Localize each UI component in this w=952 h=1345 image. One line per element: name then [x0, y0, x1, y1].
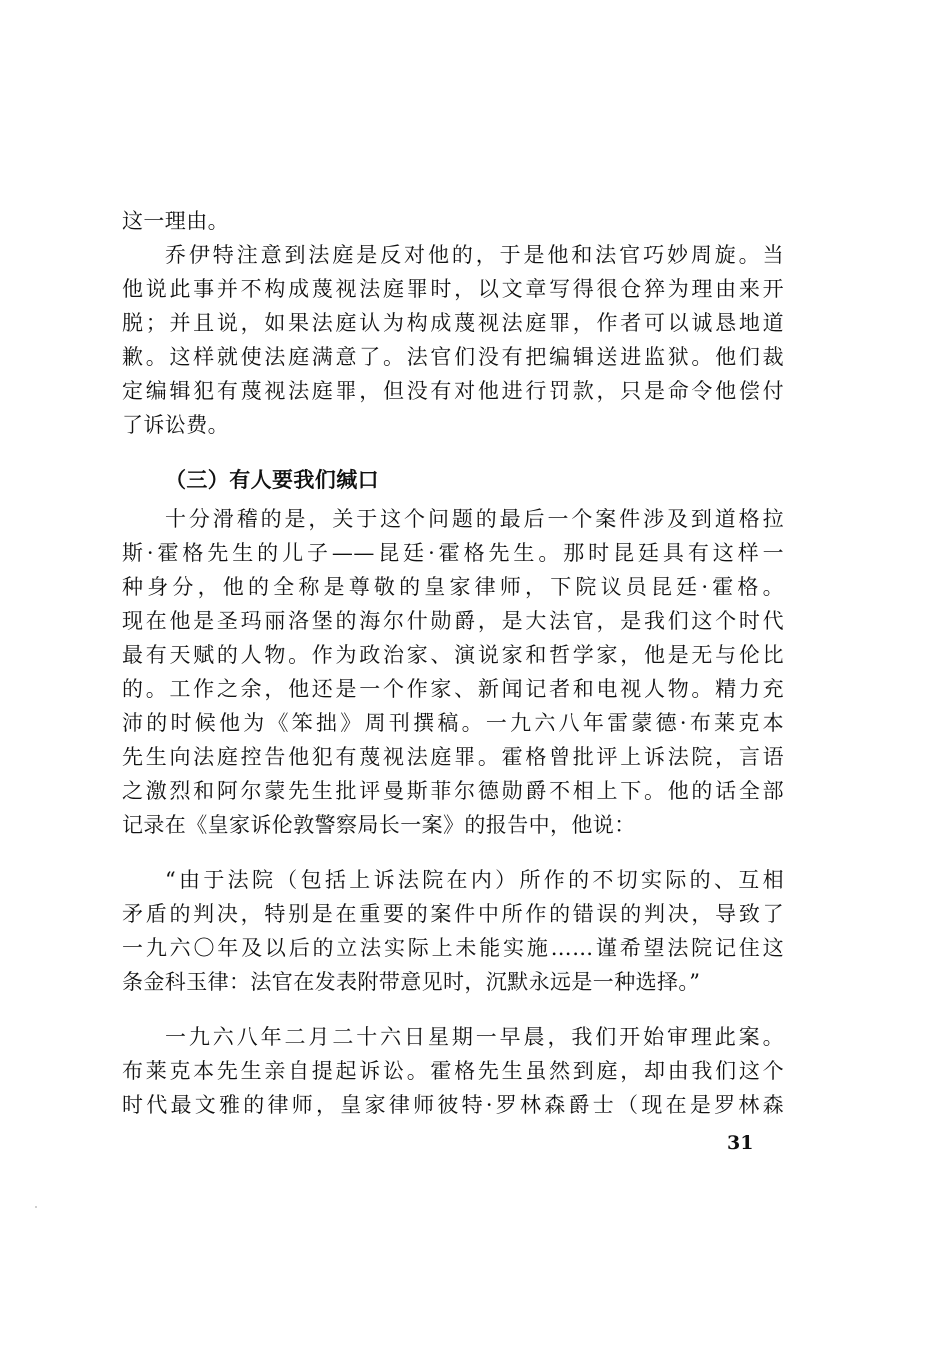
quote-line: 一九六〇年及以后的立法实际上未能实施……谨希望法院记住这 — [122, 936, 784, 960]
text-line: 布莱克本先生亲自提起诉讼。霍格先生虽然到庭，却由我们这个 — [122, 1059, 784, 1083]
quote-line: 条金科玉律：法官在发表附带意见时，沉默永远是一种选择。” — [122, 970, 701, 994]
text-line: 先生向法庭控告他犯有蔑视法庭罪。霍格曾批评上诉法院，言语 — [122, 745, 784, 769]
text-line: 了诉讼费。 — [122, 413, 229, 437]
scan-speck — [35, 1206, 37, 1208]
text-line: 歉。这样就使法庭满意了。法官们没有把编辑送进监狱。他们裁 — [122, 345, 784, 369]
text-line: 一九六八年二月二十六日星期一早晨，我们开始审理此案。 — [165, 1025, 784, 1049]
section-heading: （三）有人要我们缄口 — [165, 467, 379, 492]
text-line: 定编辑犯有蔑视法庭罪，但没有对他进行罚款，只是命令他偿付 — [122, 379, 784, 403]
text-line: 现在他是圣玛丽洛堡的海尔什勋爵，是大法官，是我们这个时代 — [122, 609, 784, 633]
text-line: 沛的时候他为《笨拙》周刊撰稿。一九六八年雷蒙德·布莱克本 — [122, 711, 784, 735]
text-line: 这一理由。 — [122, 209, 229, 233]
quote-line: 矛盾的判决，特别是在重要的案件中所作的错误的判决，导致了 — [122, 902, 784, 926]
text-line: 记录在《皇家诉伦敦警察局长一案》的报告中，他说： — [122, 813, 636, 837]
text-line: 十分滑稽的是，关于这个问题的最后一个案件涉及到道格拉 — [165, 507, 784, 531]
text-line: 脱；并且说，如果法庭认为构成蔑视法庭罪，作者可以诚恳地道 — [122, 311, 784, 335]
quote-line: “由于法院（包括上诉法院在内）所作的不切实际的、互相 — [165, 868, 784, 892]
text-line: 他说此事并不构成蔑视法庭罪时，以文章写得很仓猝为理由来开 — [122, 277, 784, 301]
text-line: 斯·霍格先生的儿子——昆廷·霍格先生。那时昆廷具有这样一 — [122, 541, 784, 565]
text-line: 乔伊特注意到法庭是反对他的，于是他和法官巧妙周旋。当 — [165, 243, 784, 267]
text-line: 种身分，他的全称是尊敬的皇家律师，下院议员昆廷·霍格。 — [122, 575, 784, 599]
page-number: 31 — [727, 1132, 754, 1154]
text-line: 的。工作之余，他还是一个作家、新闻记者和电视人物。精力充 — [122, 677, 784, 701]
text-line: 最有天赋的人物。作为政治家、演说家和哲学家，他是无与伦比 — [122, 643, 784, 667]
text-line: 时代最文雅的律师，皇家律师彼特·罗林森爵士（现在是罗林森 — [122, 1093, 784, 1117]
text-line: 之激烈和阿尔蒙先生批评曼斯菲尔德勋爵不相上下。他的话全部 — [122, 779, 784, 803]
